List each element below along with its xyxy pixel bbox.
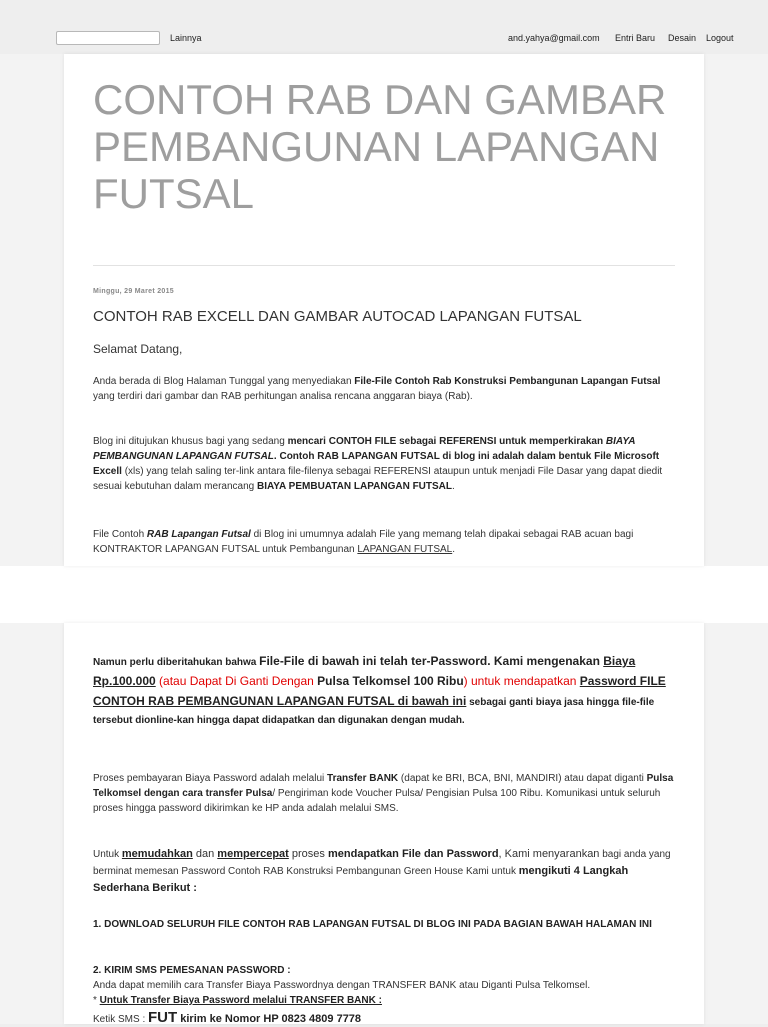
intro-paragraph: Anda berada di Blog Halaman Tunggal yang menyediakan File-File Contoh Rab Konstruksi Pembangunan Lapangan Futsal yang terdiri dari gambar dan RAB perhitungan analisa rencana anggaran biaya (Rab). [93, 376, 661, 402]
greeting-text: Selamat Datang, [93, 342, 183, 356]
blogger-navbar [0, 0, 768, 54]
steps-intro-paragraph: Untuk memudahkan dan mempercepat proses mendapatkan File dan Password, Kami menyarankan bagi anda yang berminat memesan Password Contoh RAB Konstruksi Pembangunan Green House Kami untuk mengikuti 4 Langkah Sederhana Berikut : [93, 848, 671, 894]
password-notice-paragraph: Namun perlu diberitahukan bahwa File-File di bawah ini telah ter-Password. Kami mengenakan Biaya Rp.100.000 (atau Dapat Di Ganti Dengan Pulsa Telkomsel 100 Ribu) untuk mendapatkan Password FILE CONTOH RAB PEMBANGUNAN LAPANGAN FUTSAL di bawah ini sebagai ganti biaya jasa hingga file-file tersebut dionline-kan hingga dapat didapatkan dan digunakan dengan mudah. [93, 654, 666, 726]
title-divider [93, 265, 675, 266]
blog-title[interactable]: CONTOH RAB DAN GAMBAR PEMBANGUNAN LAPANGAN FUTSAL [93, 76, 667, 217]
post-date: Minggu, 29 Maret 2015 [93, 288, 174, 295]
logout-link[interactable]: Logout [706, 33, 734, 43]
design-link[interactable]: Desain [668, 33, 697, 43]
navbar-search-input[interactable] [56, 31, 160, 45]
step-2-title: 2. KIRIM SMS PEMESANAN PASSWORD : [93, 965, 291, 976]
section-gap [0, 566, 768, 623]
more-link[interactable]: Lainnya [170, 33, 202, 43]
purpose-paragraph: Blog ini ditujukan khusus bagi yang sedang mencari CONTOH FILE sebagai REFERENSI untuk memperkirakan BIAYA PEMBANGUNAN LAPANGAN FUTSAL. Contoh RAB LAPANGAN FUTSAL di blog ini adalah dalam bentuk File Microsoft Excell (xls) yang telah saling ter-link antara file-filenya sebagai REFERENSI ataupun untuk menjadi File Dasar yang dapat diedit sesuai kebutuhan dalam merancang BIAYA PEMBUATAN LAPANGAN FUTSAL. [93, 436, 663, 492]
account-email-link[interactable]: and.yahya@gmail.com [508, 33, 600, 43]
post-title[interactable]: CONTOH RAB EXCELL DAN GAMBAR AUTOCAD LAPANGAN FUTSAL [93, 308, 582, 325]
bank-transfer-label: * Untuk Transfer Biaya Password melalui TRANSFER BANK : [93, 995, 382, 1006]
step-2-text: Anda dapat memilih cara Transfer Biaya Passwordnya dengan TRANSFER BANK atau Diganti Pulsa Telkomsel. [93, 980, 591, 991]
step-1: 1. DOWNLOAD SELURUH FILE CONTOH RAB LAPANGAN FUTSAL DI BLOG INI PADA BAGIAN BAWAH HALAMAN INI [93, 919, 652, 930]
reference-paragraph: File Contoh RAB Lapangan Futsal di Blog ini umumnya adalah File yang memang telah dipakai sebagai RAB acuan bagi KONTRAKTOR LAPANGAN FUTSAL untuk Pembangunan LAPANGAN FUTSAL. [93, 529, 634, 555]
new-entry-link[interactable]: Entri Baru [615, 33, 656, 43]
futsal-link[interactable]: LAPANGAN FUTSAL [357, 544, 453, 555]
sms-instruction: Ketik SMS : FUT kirim ke Nomor HP 0823 4809 7778 [93, 1009, 362, 1026]
payment-paragraph: Proses pembayaran Biaya Password adalah melalui Transfer BANK (dapat ke BRI, BCA, BNI, MANDIRI) atau dapat diganti Pulsa Telkomsel dengan cara transfer Pulsa/ Pengiriman kode Voucher Pulsa/ Pengisian Pulsa 100 Ribu. Komunikasi untuk seluruh proses hingga password dikirimkan ke HP anda adalah melalui SMS. [93, 773, 674, 814]
